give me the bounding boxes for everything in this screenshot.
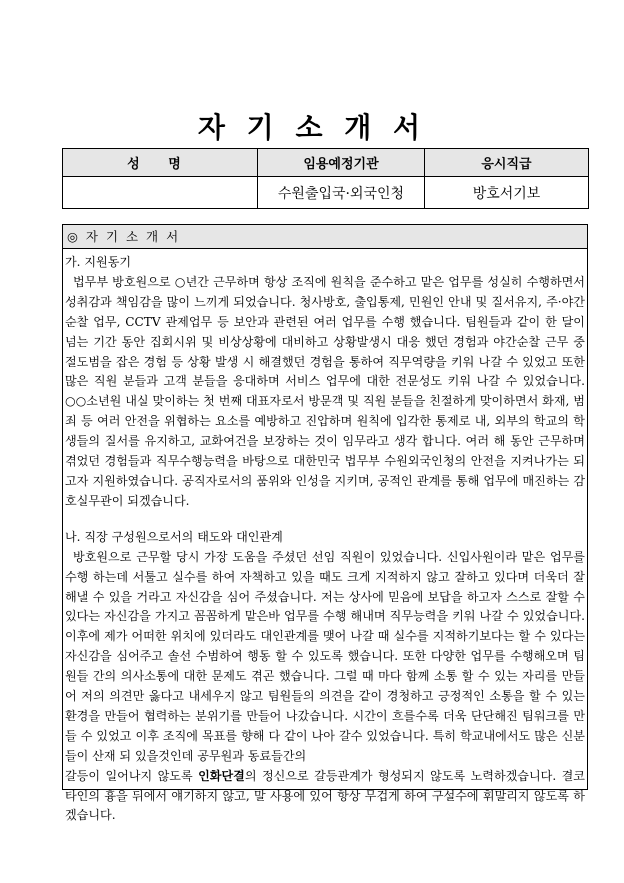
agency-value: 수원출입국·외국인청 xyxy=(258,177,425,209)
name-value[interactable] xyxy=(63,177,258,209)
position-value: 방호서기보 xyxy=(425,177,589,209)
attitude-text-prefix: 갈등이 일어나지 않도록 xyxy=(65,768,199,783)
double-circle-icon: ◎ xyxy=(67,229,80,244)
agency-header: 임용예정기관 xyxy=(258,149,425,177)
essay-box xyxy=(62,224,588,823)
section-text-attitude-a: 방호원으로 근무할 당시 가장 도움을 주셨던 선임 직원이 있었습니다. 신입사원이라 맡은 업무를 수행 하는데 서툴고 실수를 하여 자책하고 있을 때도 크게 지적하지 않고 잘하고 있다며 더욱더 잘해낼 수 있을 거라고 자신감을 심어 주셨습니다. 저는 상사에 믿음에 보답을 하고자 스스로 잘할 수 있다는 자신감을 가지고 꼼꼼하게 맡은바 업무를 수행 해내며 직무능력을 키워 나갈 수 있었습니다. 이후에 제가 어떠한 위치에 있더라도 대인관계를 맺어 나갈 때 실수를 지적하기보다는 할 수 있다는 자신감을 심어주고 솔선 수범하여 행동 할 수 있도록 했습니다. 또한 다양한 업무를 수행해오며 팀원들 간의 의사소통에 대한 문제도 겪곤 했습니다. 그럴 때 마다 함께 소통 할 수 있는 자리를 만들어 저의 의견만 옳다고 내세우지 않고 팀원들의 의견을 같이 경청하고 긍정적인 소통을 할 수 있는 환경을 만들어 협력하는 분위기를 만들어 나갔습니다. 시간이 흐를수록 더욱 단단해진 팀워크를 만들 수 있었고 이후 조직에 목표를 향해 다 같이 나아 갈수 있었습니다. 특히 학교내에서도 많은 신분들이 산재 되 있을것인데 공무원과 동료들간의 xyxy=(65,549,585,763)
essay-body xyxy=(63,249,587,826)
section-title-attitude: 나. 직장 구성원으로서의 태도와 대인관계 xyxy=(65,529,283,544)
page-title: 자 기 소 개 서 xyxy=(197,111,427,144)
essay-header xyxy=(63,225,587,249)
table-header-row xyxy=(63,149,589,177)
attitude-text-suffix: 의 정신으로 갈등관계가 형성되지 않도록 노력하겠습니다. 결코 타인의 흉을 뒤에서 얘기하지 않고, 말 사용에 있어 항상 무겁게 하여 구설수에 휘말리지 않도록 하겠습니다. xyxy=(65,768,585,823)
applicant-info-table xyxy=(62,148,589,209)
position-header: 응시직급 xyxy=(425,149,589,177)
table-value-row xyxy=(63,177,589,209)
section-title-motivation: 가. 지원동기 xyxy=(65,255,132,269)
attitude-bold-keyword: 인화단결 xyxy=(198,768,245,783)
section-text-attitude-b xyxy=(65,767,585,827)
name-header: 성 명 xyxy=(63,149,258,177)
section-text-motivation: 법무부 방호원으로 ○년간 근무하며 항상 조직에 원칙을 준수하고 맡은 업무를 성실히 수행하면서 성취감과 책임감을 많이 느끼게 되었습니다. 청사방호, 출입통제, 민원인 안내 및 질서유지, 주·야간순찰 업무, CCTV 관제업무 등 보안과 관련된 여러 업무를 수행 했습니다. 팀원들과 같이 한 달이 넘는 기간 동안 집회시위 및 비상상황에 대비하고 상황발생시 대응 했던 경험과 야간순찰 근무 중 절도범을 잡은 경험 등 상황 발생 시 해결했던 경험을 통하여 직무역량을 키워 나갈 수 있었고 또한 많은 직원 분들과 고객 분들을 응대하며 서비스 업무에 대한 전문성도 키워 나갈 수 있었습니다. ○○소년원 내실 맞이하는 첫 번째 대표자로서 방문객 및 직원 분들을 친절하게 맞이하면서 화재, 범죄 등 여러 안전을 위협하는 요소를 예방하고 진압하며 원칙에 입각한 통제로 내, 외부의 학교의 학생들의 질서를 유지하고, 교화여건을 보장하는 것이 임무라고 생각 합니다. 여러 해 동안 근무하며 겪었던 경험들과 직무수행능력을 바탕으로 대한민국 법무부 수원외국인청의 안전을 지켜나가는 되고자 지원하였습니다. 공직자로서의 품위와 인성을 지키며, 공적인 관계를 통해 업무에 매진하는 감호실무관이 되겠습니다. xyxy=(65,274,585,508)
essay-header-label: 자 기 소 개 서 xyxy=(85,229,181,244)
